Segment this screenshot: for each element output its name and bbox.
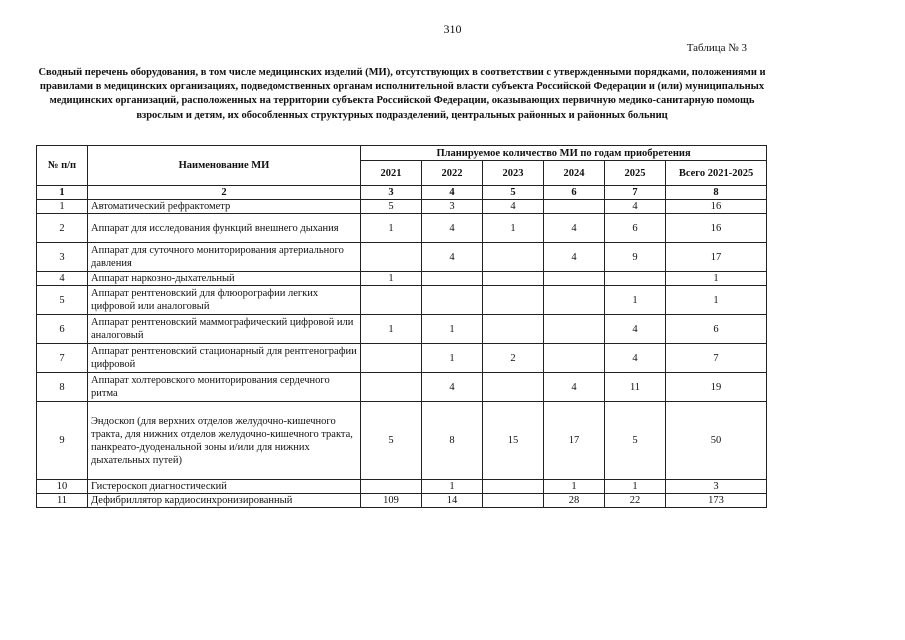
qty-2023 — [483, 272, 544, 286]
qty-2022: 1 — [422, 344, 483, 373]
header-year-2023: 2023 — [483, 161, 544, 186]
qty-total: 7 — [666, 344, 767, 373]
equipment-name: Эндоскоп (для верхних отделов желудочно-кишечного тракта, для нижних отделов желудочно-кишечного тракта, панкреато-дуоденальной зоны и/или для нижних дыхательных путей) — [88, 402, 361, 480]
qty-2022: 8 — [422, 402, 483, 480]
row-number: 9 — [37, 402, 88, 480]
table-row — [37, 480, 767, 494]
header-year-2021: 2021 — [361, 161, 422, 186]
row-number: 5 — [37, 286, 88, 315]
qty-2021 — [361, 286, 422, 315]
equipment-name: Дефибриллятор кардиосинхронизированный — [88, 494, 361, 508]
equipment-name: Аппарат холтеровского мониторирования сердечного ритма — [88, 373, 361, 402]
table-row — [37, 315, 767, 344]
qty-2022: 1 — [422, 480, 483, 494]
header-num: № п/п — [37, 146, 88, 186]
qty-2025: 4 — [605, 315, 666, 344]
qty-2025 — [605, 272, 666, 286]
qty-2025: 6 — [605, 214, 666, 243]
qty-2023 — [483, 243, 544, 272]
qty-2021: 1 — [361, 214, 422, 243]
qty-2022: 4 — [422, 243, 483, 272]
qty-total: 17 — [666, 243, 767, 272]
qty-2021: 5 — [361, 402, 422, 480]
qty-2024 — [544, 286, 605, 315]
qty-2021: 1 — [361, 272, 422, 286]
qty-total: 19 — [666, 373, 767, 402]
table-row — [37, 402, 767, 480]
qty-2022: 1 — [422, 315, 483, 344]
qty-2025: 4 — [605, 344, 666, 373]
table-row — [37, 200, 767, 214]
table-header — [37, 146, 767, 200]
qty-2021 — [361, 480, 422, 494]
table-label: Таблица № 3 — [686, 42, 747, 54]
qty-2024 — [544, 200, 605, 214]
header-name: Наименование МИ — [88, 146, 361, 186]
column-number: 5 — [483, 186, 544, 200]
header-year-2022: 2022 — [422, 161, 483, 186]
page-number: 310 — [443, 22, 462, 36]
qty-2024 — [544, 315, 605, 344]
column-number-row — [37, 186, 767, 200]
qty-total: 50 — [666, 402, 767, 480]
qty-2024: 4 — [544, 214, 605, 243]
row-number: 6 — [37, 315, 88, 344]
table-row — [37, 494, 767, 508]
row-number: 3 — [37, 243, 88, 272]
qty-total: 1 — [666, 286, 767, 315]
row-number: 7 — [37, 344, 88, 373]
qty-2023: 4 — [483, 200, 544, 214]
table-row — [37, 214, 767, 243]
qty-2022: 3 — [422, 200, 483, 214]
qty-2022: 4 — [422, 214, 483, 243]
qty-2021: 1 — [361, 315, 422, 344]
qty-total: 173 — [666, 494, 767, 508]
qty-2023 — [483, 480, 544, 494]
row-number: 2 — [37, 214, 88, 243]
qty-2022: 4 — [422, 373, 483, 402]
header-year-2025: 2025 — [605, 161, 666, 186]
qty-2023: 15 — [483, 402, 544, 480]
equipment-name: Аппарат рентгеновский стационарный для рентгенографии цифровой — [88, 344, 361, 373]
header-total: Всего 2021-2025 — [666, 161, 767, 186]
qty-2023 — [483, 494, 544, 508]
qty-2023 — [483, 315, 544, 344]
equipment-name: Аппарат рентгеновский для флюорографии легких цифровой или аналоговый — [88, 286, 361, 315]
qty-2023: 1 — [483, 214, 544, 243]
qty-2025: 9 — [605, 243, 666, 272]
qty-2024: 17 — [544, 402, 605, 480]
table-body — [37, 200, 767, 508]
row-number: 4 — [37, 272, 88, 286]
qty-2023 — [483, 373, 544, 402]
qty-2024: 1 — [544, 480, 605, 494]
equipment-name: Аппарат наркозно-дыхательный — [88, 272, 361, 286]
column-number: 4 — [422, 186, 483, 200]
qty-2025: 4 — [605, 200, 666, 214]
qty-total: 3 — [666, 480, 767, 494]
qty-2024: 4 — [544, 243, 605, 272]
column-number: 8 — [666, 186, 767, 200]
qty-2025: 5 — [605, 402, 666, 480]
table-row — [37, 272, 767, 286]
row-number: 10 — [37, 480, 88, 494]
equipment-name: Аппарат рентгеновский маммографический цифровой или аналоговый — [88, 315, 361, 344]
qty-2022 — [422, 286, 483, 315]
qty-2024: 28 — [544, 494, 605, 508]
table-row — [37, 286, 767, 315]
header-year-2024: 2024 — [544, 161, 605, 186]
qty-2021: 109 — [361, 494, 422, 508]
qty-2024 — [544, 344, 605, 373]
qty-2025: 1 — [605, 286, 666, 315]
qty-total: 16 — [666, 214, 767, 243]
qty-2025: 22 — [605, 494, 666, 508]
qty-2022: 14 — [422, 494, 483, 508]
qty-total: 1 — [666, 272, 767, 286]
table-row — [37, 373, 767, 402]
column-number: 6 — [544, 186, 605, 200]
qty-2024: 4 — [544, 373, 605, 402]
qty-2024 — [544, 272, 605, 286]
qty-2025: 11 — [605, 373, 666, 402]
table-row — [37, 344, 767, 373]
row-number: 8 — [37, 373, 88, 402]
qty-2023: 2 — [483, 344, 544, 373]
qty-2022 — [422, 272, 483, 286]
qty-2021: 5 — [361, 200, 422, 214]
row-number: 11 — [37, 494, 88, 508]
equipment-name: Автоматический рефрактометр — [88, 200, 361, 214]
equipment-table — [36, 145, 767, 508]
row-number: 1 — [37, 200, 88, 214]
table-row — [37, 243, 767, 272]
qty-2025: 1 — [605, 480, 666, 494]
equipment-name: Гистероскоп диагностический — [88, 480, 361, 494]
qty-2023 — [483, 286, 544, 315]
column-number: 7 — [605, 186, 666, 200]
qty-2021 — [361, 373, 422, 402]
header-planned: Планируемое количество МИ по годам приобретения — [361, 146, 767, 161]
document-title: Сводный перечень оборудования, в том числе медицинских изделий (МИ), отсутствующих в соответствии с утвержденными порядками, положениями и правилами в медицинских организациях, подведомственных органам исполнительной власти субъекта Российской Федерации и (или) муниципальных медицинских организаций, расположенных на территории субъекта Российской Федерации, оказывающих первичную медико-санитарную помощь взрослым и детям, их обособленных структурных подразделений, центральных районных и районных больниц — [38, 67, 766, 121]
qty-2021 — [361, 243, 422, 272]
qty-total: 6 — [666, 315, 767, 344]
equipment-name: Аппарат для исследования функций внешнего дыхания — [88, 214, 361, 243]
qty-total: 16 — [666, 200, 767, 214]
column-number: 3 — [361, 186, 422, 200]
qty-2021 — [361, 344, 422, 373]
column-number: 2 — [88, 186, 361, 200]
column-number: 1 — [37, 186, 88, 200]
equipment-name: Аппарат для суточного мониторирования артериального давления — [88, 243, 361, 272]
